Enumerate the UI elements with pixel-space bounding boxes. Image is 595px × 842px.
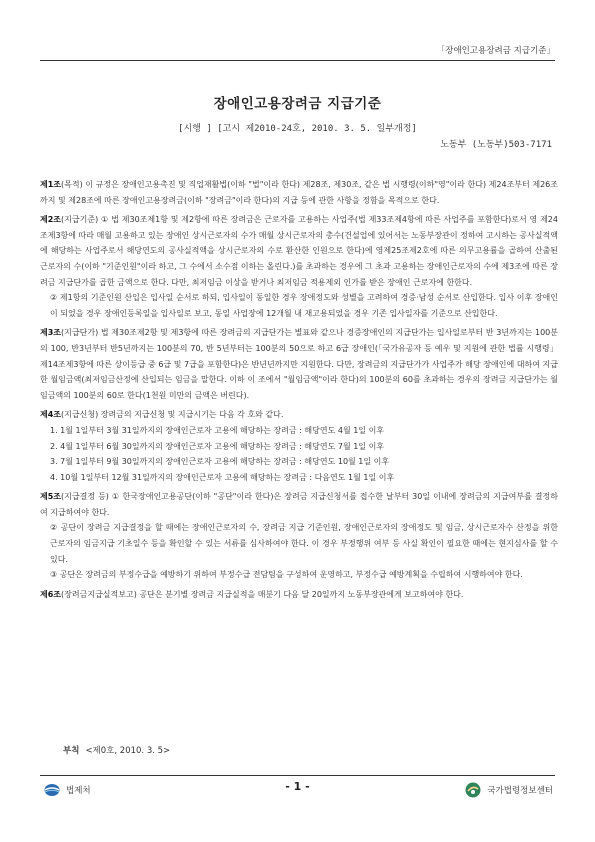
article-paragraph: ② 제1항의 기준인원 산입은 입사일 순서로 하되, 입사일이 동일한 경우 장애정도와 성별을 고려하여 경증·남성 순서로 산입한다. 입사 이후 장애인이 되었을 경우 장애인등록일을 입사일로 보고, 동일 사업장에 12개월 내 재고용되었을 경우 기존 입사일자를 기준으로 산입한다. <box>50 293 558 318</box>
addendum-text: <제0호, 2010. 3. 5> <box>85 746 171 756</box>
article-6 <box>40 587 558 603</box>
article-5 <box>40 489 558 583</box>
list-item: 2. 4월 1일부터 6월 30일까지의 장애인근로자 고용에 해당하는 장려금 : 해당연도 7월 1일 이후 <box>50 441 385 451</box>
article-1 <box>40 177 558 208</box>
running-title: 「장애인고용장려금 지급기준」 <box>436 46 555 56</box>
article-paragraph: ③ 공단은 장려금의 부정수급을 예방하기 위하여 부정수급 전담팀을 구성하여 운영하고, 부정수급 예방계획을 수립하여 시행하여야 한다. <box>50 570 523 580</box>
article-paragraph: ② 공단이 장려금 지급결정을 할 때에는 장애인근로자의 수, 장려금 지급 기준인원, 장애인근로자의 장애정도 및 임금, 상시근로자수 산정을 위한 근로자의 임금지급 기초일수 등을 확인할 수 있는 서류를 심사하여야 한다. 이 경우 부정행위 여부 등 사실 확인이 필요한 때에는 현지심사를 할 수 있다. <box>50 523 558 564</box>
article-number: 제4조 <box>40 410 62 420</box>
page-number: - 1 - <box>285 780 310 793</box>
article-number: 제3조 <box>40 328 62 338</box>
article-text: (지급기준) ① 법 제30조제1항 및 제2항에 따른 장려금은 근로자를 고용하는 사업주(법 제33조제4항에 따른 사업주를 포함한다)로서 영 제24조제3항에 따라 매월 고용하고 있는 장애인 상시근로자의 수가 매월 상시근로자의 총수(건설업에 있어서는 노동부장관이 정하여 고시하는 공사실적액에 해당하는 사업주로서 해당연도의 공사실적액을 상시근로자의 수로 환산한 인원으로 한다)에 영제25조제2호에 따른 의무고용률을 곱하여 산출된 근로자의 수(이하 "기준인원"이라 하고, 그 수에서 소수점 이하는 올린다.)를 초과하는 경우에 그 초과 고용하는 장애인근로자의 수에 제3조에 따른 장려금 지급단가를 곱한 금액으로 한다. 다만, 최저임금 이상을 받거나 최저임금 적용제외 인가를 받은 장애인 근로자에 한한다. <box>40 215 558 287</box>
article-text: (목적) 이 규정은 장애인고용촉진 및 직업재활법(이하 "법"이라 한다) 제28조, 제30조, 같은 법 시행령(이하"영"이라 한다) 제24조부터 제26조까지 및 제28조에 따른 장애인고용장려금(이하 "장려금"이라 한다)의 지급 등에 관한 사항을 정함을 목적으로 한다. <box>40 180 558 205</box>
list-item: 1. 1월 1일부터 3월 31일까지의 장애인근로자 고용에 해당하는 장려금 : 해당연도 4월 1일 이후 <box>50 425 385 435</box>
footer-rule <box>40 775 555 776</box>
list-item: 4. 10월 1일부터 12월 31일까지의 장애인근로자 고용에 해당하는 장려금 : 다음연도 1월 1일 이후 <box>50 472 395 482</box>
list-item: 3. 7월 1일부터 9월 30일까지의 장애인근로자 고용에 해당하는 장려금 : 해당연도 10월 1일 이후 <box>50 457 390 467</box>
document-body <box>40 177 558 606</box>
footer-publisher: 법제처 <box>66 786 91 796</box>
law-info-center-logo-icon <box>465 782 481 798</box>
article-text: (지급단가) 법 제30조제2항 및 제3항에 따른 장려금의 지급단가는 별표와 같으나 경증장애인의 지급단가는 입사일로부터 반 3년까지는 100분의 100, 반3년부터 반5년까지는 100분의 70, 반 5년부터는 100분의 50으로 하고 6급 장애인(「국가유공자 등 예우 및 지원에 관한 법률 시행령」제14조제3항에 따른 상이등급 중 6급 및 7급을 포함한다)은 반년년까지만 지원한다. 다만, 장려금의 지급단가가 사업주가 해당 장애인에 대하여 지급한 월임금액(최저임금산정에 산입되는 임금을 말한다. 이하 이 조에서 "월임금액"이라 한다)의 100분의 60를 초과하는 경우의 장려금 지급단가는 월임금액의 100분의 60로 한다(1천원 미만의 금액은 버린다). <box>40 328 558 400</box>
article-4 <box>40 407 558 485</box>
addendum-label: 부칙 <box>63 746 80 756</box>
article-3 <box>40 325 558 403</box>
article-2 <box>40 212 558 321</box>
footer-right <box>465 782 553 798</box>
article-text: (장려금지급실적보고) 공단은 분기별 장려금 지급실적을 매분기 다음 달 20일까지 노동부장관에게 보고하여야 한다. <box>61 589 464 599</box>
document-title: 장애인고용장려금 지급기준 <box>213 96 382 112</box>
enforcement-info: [시행 ] [고시 제2010-24호, 2010. 3. 5. 일부개정] <box>178 124 417 134</box>
article-number: 제5조 <box>40 492 62 502</box>
article-text: (지급신청) 장려금의 지급신청 및 지급시기는 다음 각 호와 같다. <box>61 410 284 420</box>
article-number: 제2조 <box>40 215 62 225</box>
header-rule <box>40 60 555 61</box>
article-number: 제1조 <box>40 180 62 189</box>
addendum <box>63 744 170 756</box>
agency-contact: 노동부 (노동부)503-7171 <box>440 140 552 150</box>
footer-source: 국가법령정보센터 <box>487 786 553 796</box>
article-number: 제6조 <box>40 589 62 599</box>
article-text: (지급결정 등) ① 한국장애인고용공단(이하 "공단"이라 한다)은 장려금 지급신청서를 접수한 날부터 30일 이내에 장려금의 지급여부를 결정하여 지급하여야 한다. <box>40 492 558 517</box>
